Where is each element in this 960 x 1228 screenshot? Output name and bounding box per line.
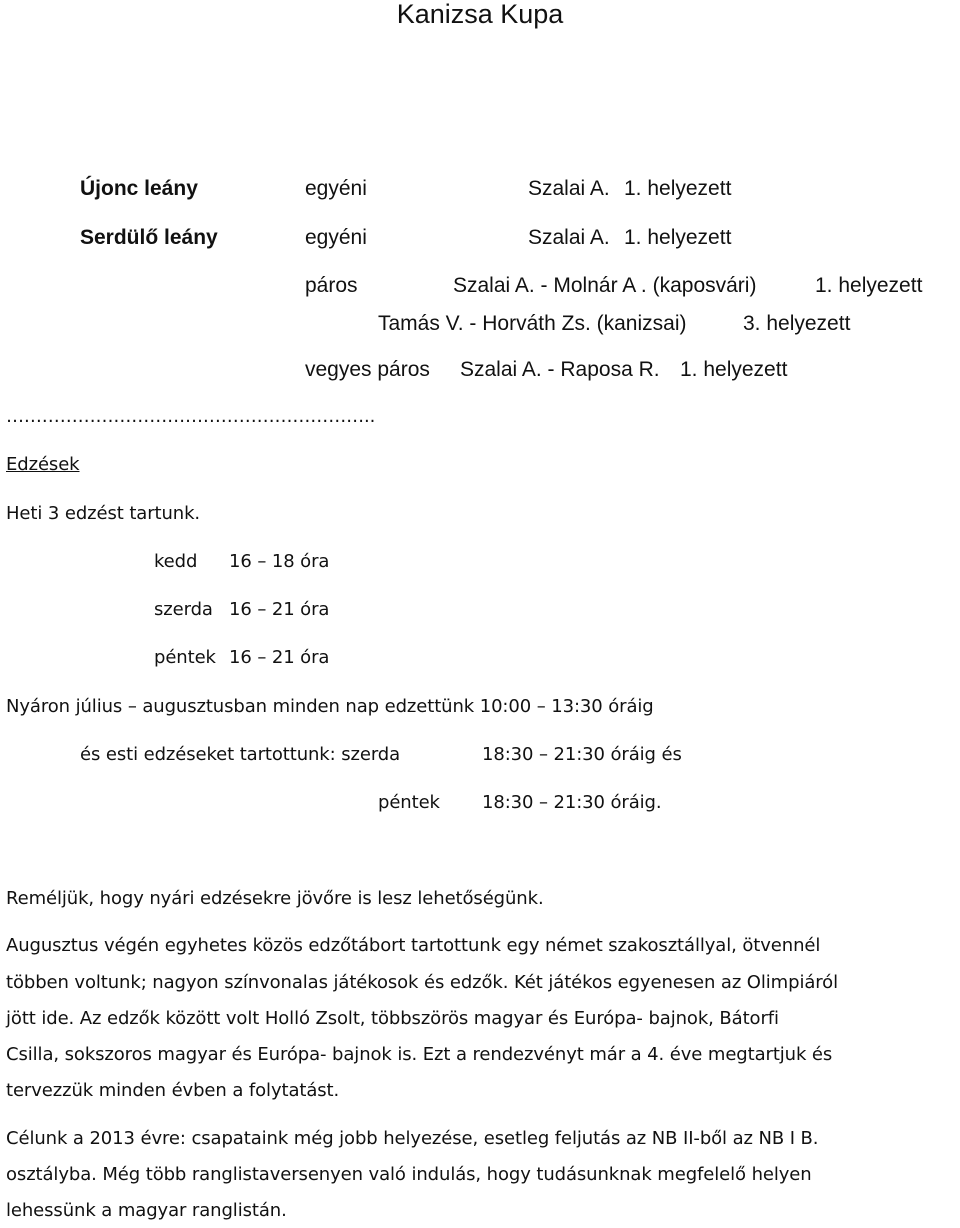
event-type: páros — [305, 274, 358, 297]
category-label: Újonc leány — [80, 177, 198, 200]
schedule-time: 16 – 21 óra — [229, 599, 330, 620]
evening-intro: és esti edzéseket tartottunk: szerda — [80, 744, 401, 765]
paragraph-line: Csilla, sokszoros magyar és Európa- bajnok is. Ezt a rendezvényt már a 4. éve megtartjuk és — [6, 1044, 833, 1065]
dotted-separator: …………………………………………………….. — [6, 406, 376, 427]
event-type: vegyes páros — [305, 358, 430, 381]
paragraph-line: jött ide. Az edzők között volt Holló Zsolt, többszörös magyar és Európa- bajnok, Bátorfi — [6, 1008, 779, 1029]
pair-names: Tamás V. - Horváth Zs. (kanizsai) — [378, 312, 687, 335]
placement: 1. helyezett — [624, 226, 732, 249]
page-title: Kanizsa Kupa — [396, 0, 564, 29]
category-label: Serdülő leány — [80, 226, 218, 249]
event-type: egyéni — [305, 226, 367, 249]
paragraph-line: Célunk a 2013 évre: csapataink még jobb helyezése, esetleg feljutás az NB II-ből az NB I B. — [6, 1128, 819, 1149]
placement: 1. helyezett — [680, 358, 788, 381]
training-intro: Heti 3 edzést tartunk. — [6, 503, 201, 524]
placement: 1. helyezett — [815, 274, 923, 297]
section-heading: Edzések — [6, 454, 80, 475]
pair-names: Szalai A. - Raposa R. — [460, 358, 660, 381]
player-name: Szalai A. — [528, 177, 610, 200]
evening-day: péntek — [378, 792, 440, 813]
paragraph-line: Augusztus végén egyhetes közös edzőtábort tartottunk egy német szakosztállyal, ötvennél — [6, 935, 821, 956]
schedule-day: kedd — [154, 551, 198, 572]
player-name: Szalai A. — [528, 226, 610, 249]
event-type: egyéni — [305, 177, 367, 200]
paragraph-line: tervezzük minden évben a folytatást. — [6, 1080, 340, 1101]
evening-time: 18:30 – 21:30 óráig. — [482, 792, 662, 813]
hope-paragraph: Reméljük, hogy nyári edzésekre jövőre is lesz lehetőségünk. — [6, 888, 544, 909]
paragraph-line: osztályba. Még több ranglistaversenyen való indulás, hogy tudásunknak megfelelő helyen — [6, 1164, 812, 1185]
placement: 1. helyezett — [624, 177, 732, 200]
paragraph-line: lehessünk a magyar ranglistán. — [6, 1200, 287, 1221]
schedule-day: szerda — [154, 599, 213, 620]
evening-time: 18:30 – 21:30 óráig és — [482, 744, 682, 765]
schedule-time: 16 – 18 óra — [229, 551, 330, 572]
schedule-time: 16 – 21 óra — [229, 647, 330, 668]
pair-names: Szalai A. - Molnár A . (kaposvári) — [453, 274, 757, 297]
schedule-day: péntek — [154, 647, 216, 668]
placement: 3. helyezett — [743, 312, 851, 335]
summer-training: Nyáron július – augusztusban minden nap edzettünk 10:00 – 13:30 óráig — [6, 696, 654, 717]
paragraph-line: többen voltunk; nagyon színvonalas játékosok és edzők. Két játékos egyenesen az Olimpiáról — [6, 972, 838, 993]
